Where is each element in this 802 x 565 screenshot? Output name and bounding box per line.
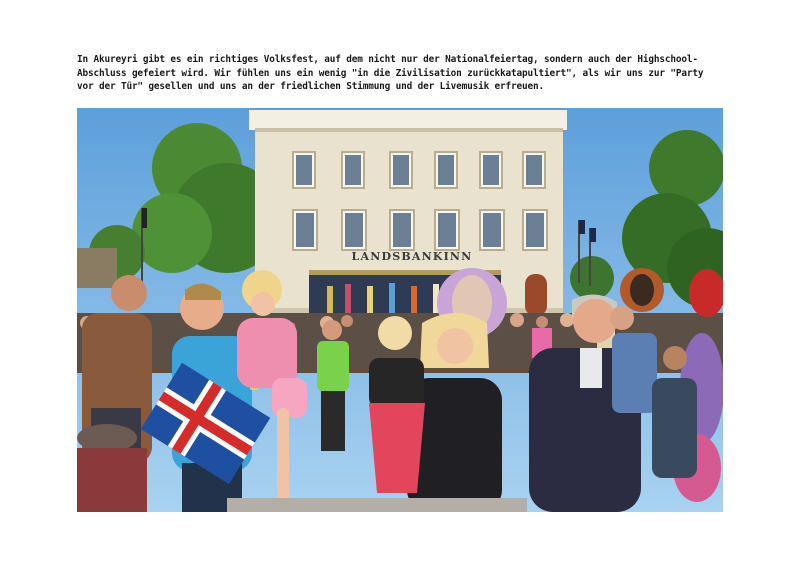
caption-line-2: Abschluss gefeiert wird. Wir fühlen uns ein wenig "in die Zivilisation zurückkatapultiert", als wir uns zur "Party [77, 67, 704, 79]
landsbankinn-building [249, 110, 567, 316]
caption-line-3: vor der Tür" gesellen und uns an der friedlichen Stimmung und der Livemusik erfreuen. [77, 81, 545, 93]
festival-photo [77, 108, 723, 512]
caption-text [77, 53, 725, 94]
building-sign: LANDSBANKINN [351, 250, 473, 263]
pavement [227, 498, 527, 512]
photo-illustration [77, 108, 723, 512]
person-with-hat [77, 424, 147, 512]
caption-line-1: In Akureyri gibt es ein richtiges Volksfest, auf dem nicht nur der Nationalfeiertag, sondern auch der Highschool- [77, 54, 698, 65]
